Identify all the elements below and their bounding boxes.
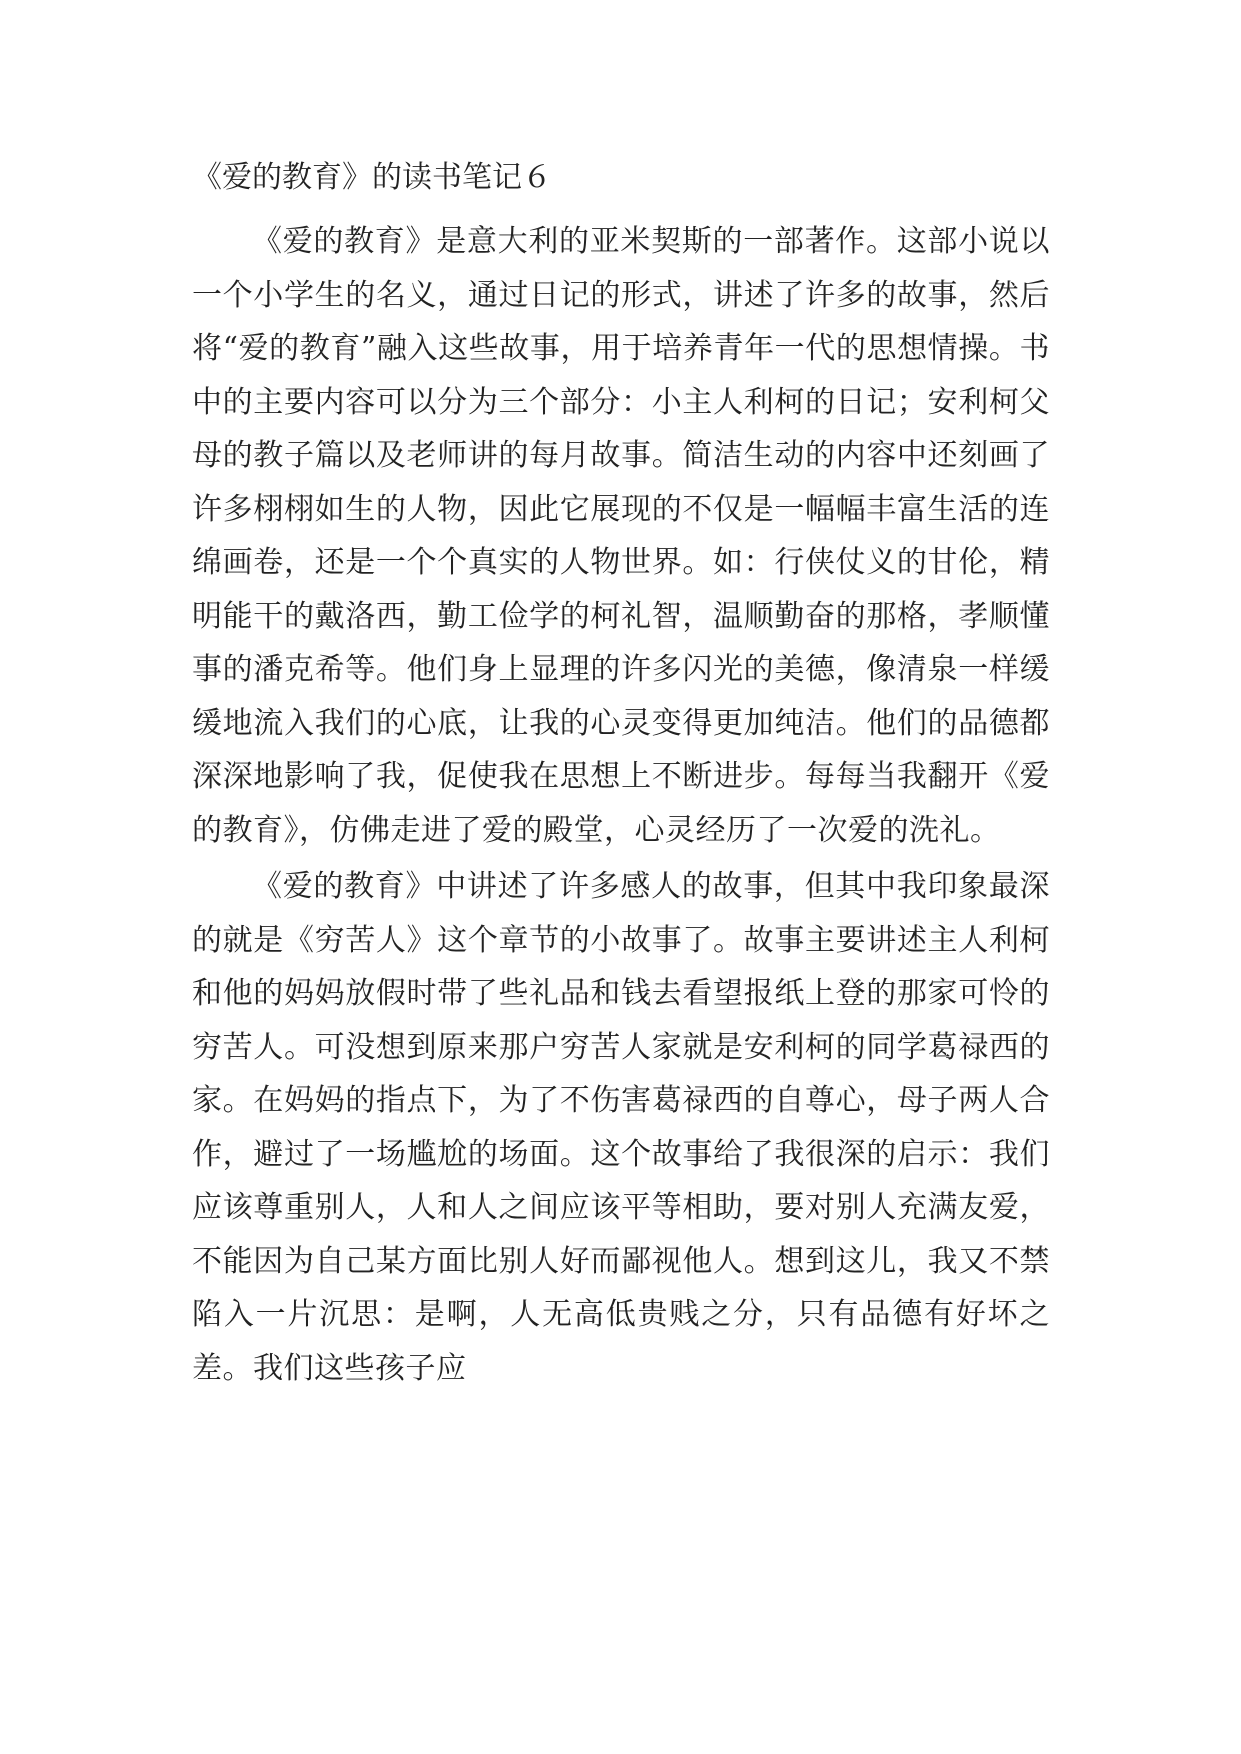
- paragraph-2: 《爱的教育》中讲述了许多感人的故事，但其中我印象最深的就是《穷苦人》这个章节的小故事了。故事主要讲述主人利柯和他的妈妈放假时带了些礼品和钱去看望报纸上登的那家可怜的穷苦人。可没想到原来那户穷苦人家就是安利柯的同学葛禄西的家。在妈妈的指点下，为了不伤害葛禄西的自尊心，母子两人合作，避过了一场尴尬的场面。这个故事给了我很深的启示：我们应该尊重别人，人和人之间应该平等相助，要对别人充满友爱，不能因为自己某方面比别人好而鄙视他人。想到这儿，我又不禁陷入一片沉思：是啊，人无高低贵贱之分，只有品德有好坏之差。我们这些孩子应: [192, 869, 1050, 1386]
- document-title: 《爱的教育》的读书笔记６: [192, 160, 552, 195]
- paragraph-1: 《爱的教育》是意大利的亚米契斯的一部著作。这部小说以一个小学生的名义，通过日记的形式，讲述了许多的故事，然后将“爱的教育”融入这些故事，用于培养青年一代的思想情操。书中的主要内容可以分为三个部分：小主人利柯的日记；安利柯父母的教子篇以及老师讲的每月故事。简洁生动的内容中还刻画了许多栩栩如生的人物，因此它展现的不仅是一幅幅丰富生活的连绵画卷，还是一个个真实的人物世界。如：行侠仗义的甘伦，精明能干的戴洛西，勤工俭学的柯礼智，温顺勤奋的那格，孝顺懂事的潘克希等。他们身上显理的许多闪光的美德，像清泉一样缓缓地流入我们的心底，让我的心灵变得更加纯洁。他们的品德都深深地影响了我，促使我在思想上不断进步。每每当我翻开《爱的教育》，仿佛走进了爱的殿堂，心灵经历了一次爱的洗礼。: [192, 224, 1050, 848]
- document-body: [192, 215, 1050, 1395]
